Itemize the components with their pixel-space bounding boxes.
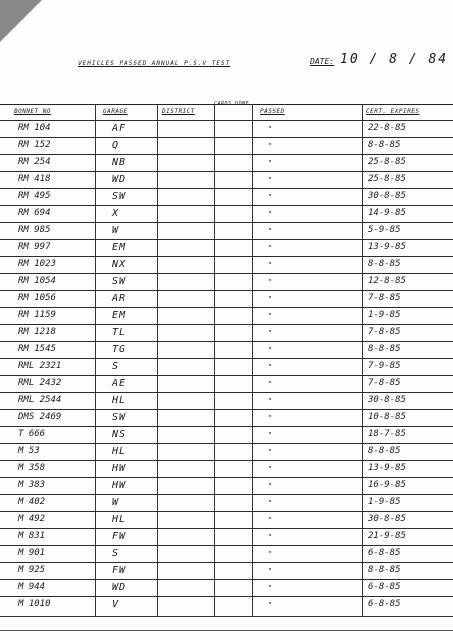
- garage-cell: WD: [112, 582, 127, 593]
- header-district: DISTRICT: [162, 108, 195, 115]
- passed-cell: ": [268, 397, 273, 405]
- table-row: [0, 528, 453, 546]
- bonnet-no-cell: M 1010: [18, 599, 51, 609]
- bonnet-no-cell: M 901: [18, 548, 46, 558]
- passed-cell: ": [268, 448, 273, 456]
- passed-cell: ": [268, 142, 273, 150]
- bonnet-no-cell: RM 997: [18, 242, 51, 252]
- header-cards-done: CARDS DONE: [214, 101, 250, 107]
- header-passed: PASSED: [260, 108, 285, 115]
- passed-cell: ": [268, 261, 273, 269]
- garage-cell: HL: [112, 446, 127, 457]
- garage-cell: HW: [112, 463, 127, 474]
- garage-cell: FW: [112, 531, 127, 542]
- passed-cell: ": [268, 482, 273, 490]
- table-row: [0, 222, 453, 240]
- bonnet-no-cell: M 831: [18, 531, 46, 541]
- table-row: [0, 358, 453, 376]
- table-row: [0, 460, 453, 478]
- table-header: [0, 101, 453, 121]
- table-bottom-rule: [0, 630, 453, 631]
- cert-expires-cell: 10-8-85: [368, 412, 406, 422]
- bonnet-no-cell: RM 1054: [18, 276, 56, 286]
- table-row: [0, 341, 453, 359]
- table-row: [0, 205, 453, 223]
- table-row: [0, 290, 453, 308]
- passed-cell: ": [268, 550, 273, 558]
- table-row: [0, 596, 453, 614]
- passed-cell: ": [268, 414, 273, 422]
- bonnet-no-cell: M 53: [18, 446, 40, 456]
- cert-expires-cell: 8-8-85: [368, 446, 401, 456]
- document-title: VEHICLES PASSED ANNUAL P.S.V TEST: [78, 60, 231, 67]
- cert-expires-cell: 7-9-85: [368, 361, 401, 371]
- date-value: 10 / 8 / 84: [340, 52, 449, 67]
- garage-cell: HL: [112, 514, 127, 525]
- bonnet-no-cell: RM 104: [18, 123, 51, 133]
- cert-expires-cell: 30-8-85: [368, 191, 406, 201]
- bonnet-no-cell: M 383: [18, 480, 46, 490]
- cert-expires-cell: 14-9-85: [368, 208, 406, 218]
- bonnet-no-cell: RM 985: [18, 225, 51, 235]
- table-row: [0, 579, 453, 597]
- garage-cell: NX: [112, 259, 127, 270]
- cert-expires-cell: 25-8-85: [368, 174, 406, 184]
- passed-cell: ": [268, 295, 273, 303]
- bonnet-no-cell: RM 1159: [18, 310, 56, 320]
- table-bottom-rule: [0, 616, 453, 617]
- passed-cell: ": [268, 125, 273, 133]
- bonnet-no-cell: RM 1218: [18, 327, 56, 337]
- table-row: [0, 154, 453, 172]
- garage-cell: SW: [112, 412, 127, 423]
- cert-expires-cell: 13-9-85: [368, 463, 406, 473]
- passed-cell: ": [268, 227, 273, 235]
- garage-cell: Q: [112, 140, 120, 151]
- garage-cell: EM: [112, 310, 127, 321]
- header-cert-expires: CERT. EXPIRES: [366, 108, 420, 115]
- garage-cell: X: [112, 208, 120, 219]
- passed-cell: ": [268, 584, 273, 592]
- date-label: DATE:: [310, 57, 335, 66]
- passed-cell: ": [268, 363, 273, 371]
- passed-cell: ": [268, 159, 273, 167]
- garage-cell: FW: [112, 565, 127, 576]
- cert-expires-cell: 5-9-85: [368, 225, 401, 235]
- bonnet-no-cell: RM 152: [18, 140, 51, 150]
- passed-cell: ": [268, 329, 273, 337]
- passed-cell: ": [268, 567, 273, 575]
- cert-expires-cell: 6-8-85: [368, 548, 401, 558]
- cert-expires-cell: 12-8-85: [368, 276, 406, 286]
- table-row: [0, 307, 453, 325]
- cert-expires-cell: 8-8-85: [368, 565, 401, 575]
- garage-cell: S: [112, 361, 120, 372]
- cert-expires-cell: 1-9-85: [368, 497, 401, 507]
- garage-cell: HW: [112, 480, 127, 491]
- cert-expires-cell: 7-8-85: [368, 293, 401, 303]
- passed-cell: ": [268, 380, 273, 388]
- garage-cell: TG: [112, 344, 127, 355]
- table-row: [0, 426, 453, 444]
- cert-expires-cell: 6-8-85: [368, 599, 401, 609]
- garage-cell: AR: [112, 293, 127, 304]
- table-row: [0, 324, 453, 342]
- cert-expires-cell: 25-8-85: [368, 157, 406, 167]
- table-row: [0, 171, 453, 189]
- bonnet-no-cell: RM 254: [18, 157, 51, 167]
- bonnet-no-cell: RML 2544: [18, 395, 62, 405]
- passed-cell: ": [268, 312, 273, 320]
- passed-cell: ": [268, 533, 273, 541]
- garage-cell: AE: [112, 378, 127, 389]
- garage-cell: AF: [112, 123, 127, 134]
- table-row: [0, 477, 453, 495]
- garage-cell: V: [112, 599, 120, 610]
- passed-cell: ": [268, 465, 273, 473]
- passed-cell: ": [268, 210, 273, 218]
- table-row: [0, 137, 453, 155]
- table-row: [0, 443, 453, 461]
- garage-cell: W: [112, 225, 120, 236]
- passed-cell: ": [268, 516, 273, 524]
- table-row: [0, 562, 453, 580]
- table-row: [0, 392, 453, 410]
- bonnet-no-cell: RM 694: [18, 208, 51, 218]
- table-row: [0, 273, 453, 291]
- garage-cell: EM: [112, 242, 127, 253]
- bonnet-no-cell: M 492: [18, 514, 46, 524]
- bonnet-no-cell: T 666: [18, 429, 46, 439]
- cert-expires-cell: 8-8-85: [368, 140, 401, 150]
- table-row: [0, 511, 453, 529]
- passed-cell: ": [268, 346, 273, 354]
- bonnet-no-cell: RM 1545: [18, 344, 56, 354]
- passed-cell: ": [268, 601, 273, 609]
- garage-cell: SW: [112, 276, 127, 287]
- garage-cell: HL: [112, 395, 127, 406]
- garage-cell: WD: [112, 174, 127, 185]
- bonnet-no-cell: RM 418: [18, 174, 51, 184]
- garage-cell: S: [112, 548, 120, 559]
- cert-expires-cell: 6-8-85: [368, 582, 401, 592]
- table-row: [0, 545, 453, 563]
- header-garage: GARAGE: [103, 108, 128, 115]
- bonnet-no-cell: RM 495: [18, 191, 51, 201]
- bonnet-no-cell: DMS 2469: [18, 412, 62, 422]
- cert-expires-cell: 8-8-85: [368, 344, 401, 354]
- table-row: [0, 188, 453, 206]
- bonnet-no-cell: M 358: [18, 463, 46, 473]
- cert-expires-cell: 30-8-85: [368, 395, 406, 405]
- passed-cell: ": [268, 176, 273, 184]
- cert-expires-cell: 18-7-85: [368, 429, 406, 439]
- bonnet-no-cell: M 925: [18, 565, 46, 575]
- bonnet-no-cell: RM 1056: [18, 293, 56, 303]
- bonnet-no-cell: M 944: [18, 582, 46, 592]
- bonnet-no-cell: RML 2432: [18, 378, 62, 388]
- bonnet-no-cell: RM 1023: [18, 259, 56, 269]
- header-bonnet-no: BONNET NO: [14, 108, 52, 115]
- garage-cell: NS: [112, 429, 127, 440]
- passed-cell: ": [268, 193, 273, 201]
- cert-expires-cell: 13-9-85: [368, 242, 406, 252]
- table-row: [0, 494, 453, 512]
- table-row: [0, 375, 453, 393]
- table-row: [0, 256, 453, 274]
- cert-expires-cell: 22-8-85: [368, 123, 406, 133]
- cert-expires-cell: 1-9-85: [368, 310, 401, 320]
- bonnet-no-cell: M 402: [18, 497, 46, 507]
- cert-expires-cell: 8-8-85: [368, 259, 401, 269]
- garage-cell: TL: [112, 327, 127, 338]
- cert-expires-cell: 21-9-85: [368, 531, 406, 541]
- folded-corner: [0, 0, 42, 42]
- bonnet-no-cell: RML 2321: [18, 361, 62, 371]
- passed-cell: ": [268, 244, 273, 252]
- cert-expires-cell: 7-8-85: [368, 378, 401, 388]
- garage-cell: NB: [112, 157, 127, 168]
- cert-expires-cell: 7-8-85: [368, 327, 401, 337]
- garage-cell: W: [112, 497, 120, 508]
- table-row: [0, 120, 453, 138]
- passed-cell: ": [268, 278, 273, 286]
- cert-expires-cell: 16-9-85: [368, 480, 406, 490]
- passed-cell: ": [268, 431, 273, 439]
- table-row: [0, 239, 453, 257]
- cert-expires-cell: 30-8-85: [368, 514, 406, 524]
- garage-cell: SW: [112, 191, 127, 202]
- table-row: [0, 409, 453, 427]
- passed-cell: ": [268, 499, 273, 507]
